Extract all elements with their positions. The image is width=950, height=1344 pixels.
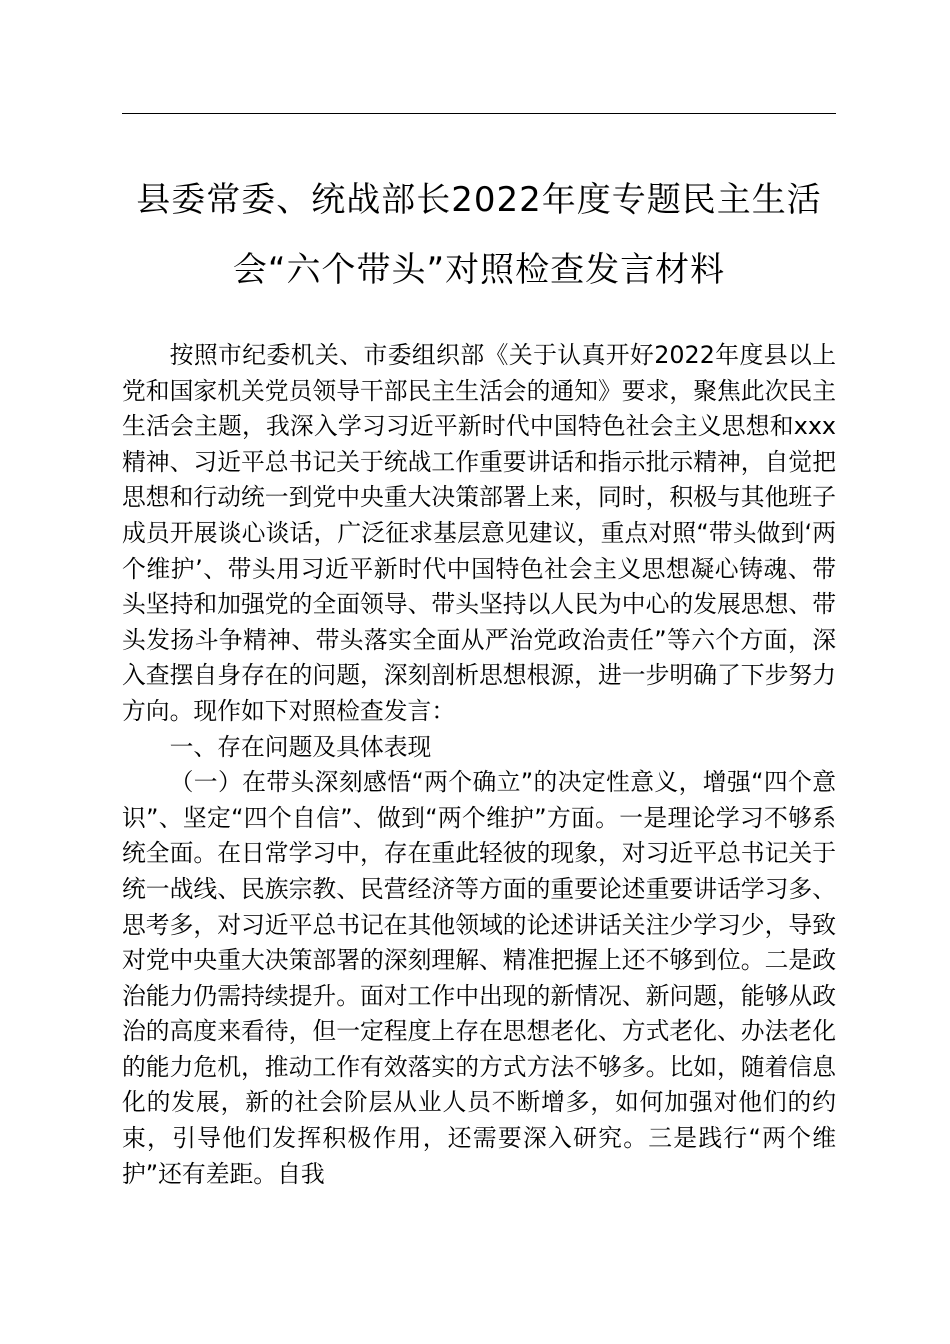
document-title-line-2: 会“六个带头”对照检查发言材料 [232,250,726,290]
document-title-line-1: 县委常委、统战部长2022年度专题民主生活 [136,180,822,220]
document-body [122,338,836,1192]
header-rule [122,113,836,114]
body-paragraph: （一）在带头深刻感悟“两个确立”的决定性意义，增强“四个意识”、坚定“四个自信”、做到“两个维护”方面。一是理论学习不够系统全面。在日常学习中，存在重此轻彼的现象，对习近平总书记关于统一战线、民族宗教、民营经济等方面的重要论述重要讲话学习多、思考多，对习近平总书记在其他领域的论述讲话关注少学习少，导致对党中央重大决策部署的深刻理解、精准把握上还不够到位。二是政治能力仍需持续提升。面对工作中出现的新情况、新问题，能够从政治的高度来看待，但一定程度上存在思想老化、方式老化、办法老化的能力危机，推动工作有效落实的方式方法不够多。比如，随着信息化的发展，新的社会阶层从业人员不断增多，如何加强对他们的约束，引导他们发挥积极作用，还需要深入研究。三是践行“两个维护”还有差距。自我 [122,768,836,1188]
intro-paragraph: 按照市纪委机关、市委组织部《关于认真开好2022年度县以上党和国家机关党员领导干部民主生活会的通知》要求，聚焦此次民主生活会主题，我深入学习习近平新时代中国特色社会主义思想和xxx精神、习近平总书记关于统战工作重要讲话和指示批示精神，自觉把思想和行动统一到党中央重大决策部署上来，同时，积极与其他班子成员开展谈心谈话，广泛征求基层意见建议，重点对照“带头做到‘两个维护’、带头用习近平新时代中国特色社会主义思想凝心铸魂、带头坚持和加强党的全面领导、带头坚持以人民为中心的发展思想、带头发扬斗争精神、带头落实全面从严治党政治责任”等六个方面，深入查摆自身存在的问题，深刻剖析思想根源，进一步明确了下步努力方向。现作如下对照检查发言： [122,341,836,725]
section-heading: 一、存在问题及具体表现 [169,732,432,761]
